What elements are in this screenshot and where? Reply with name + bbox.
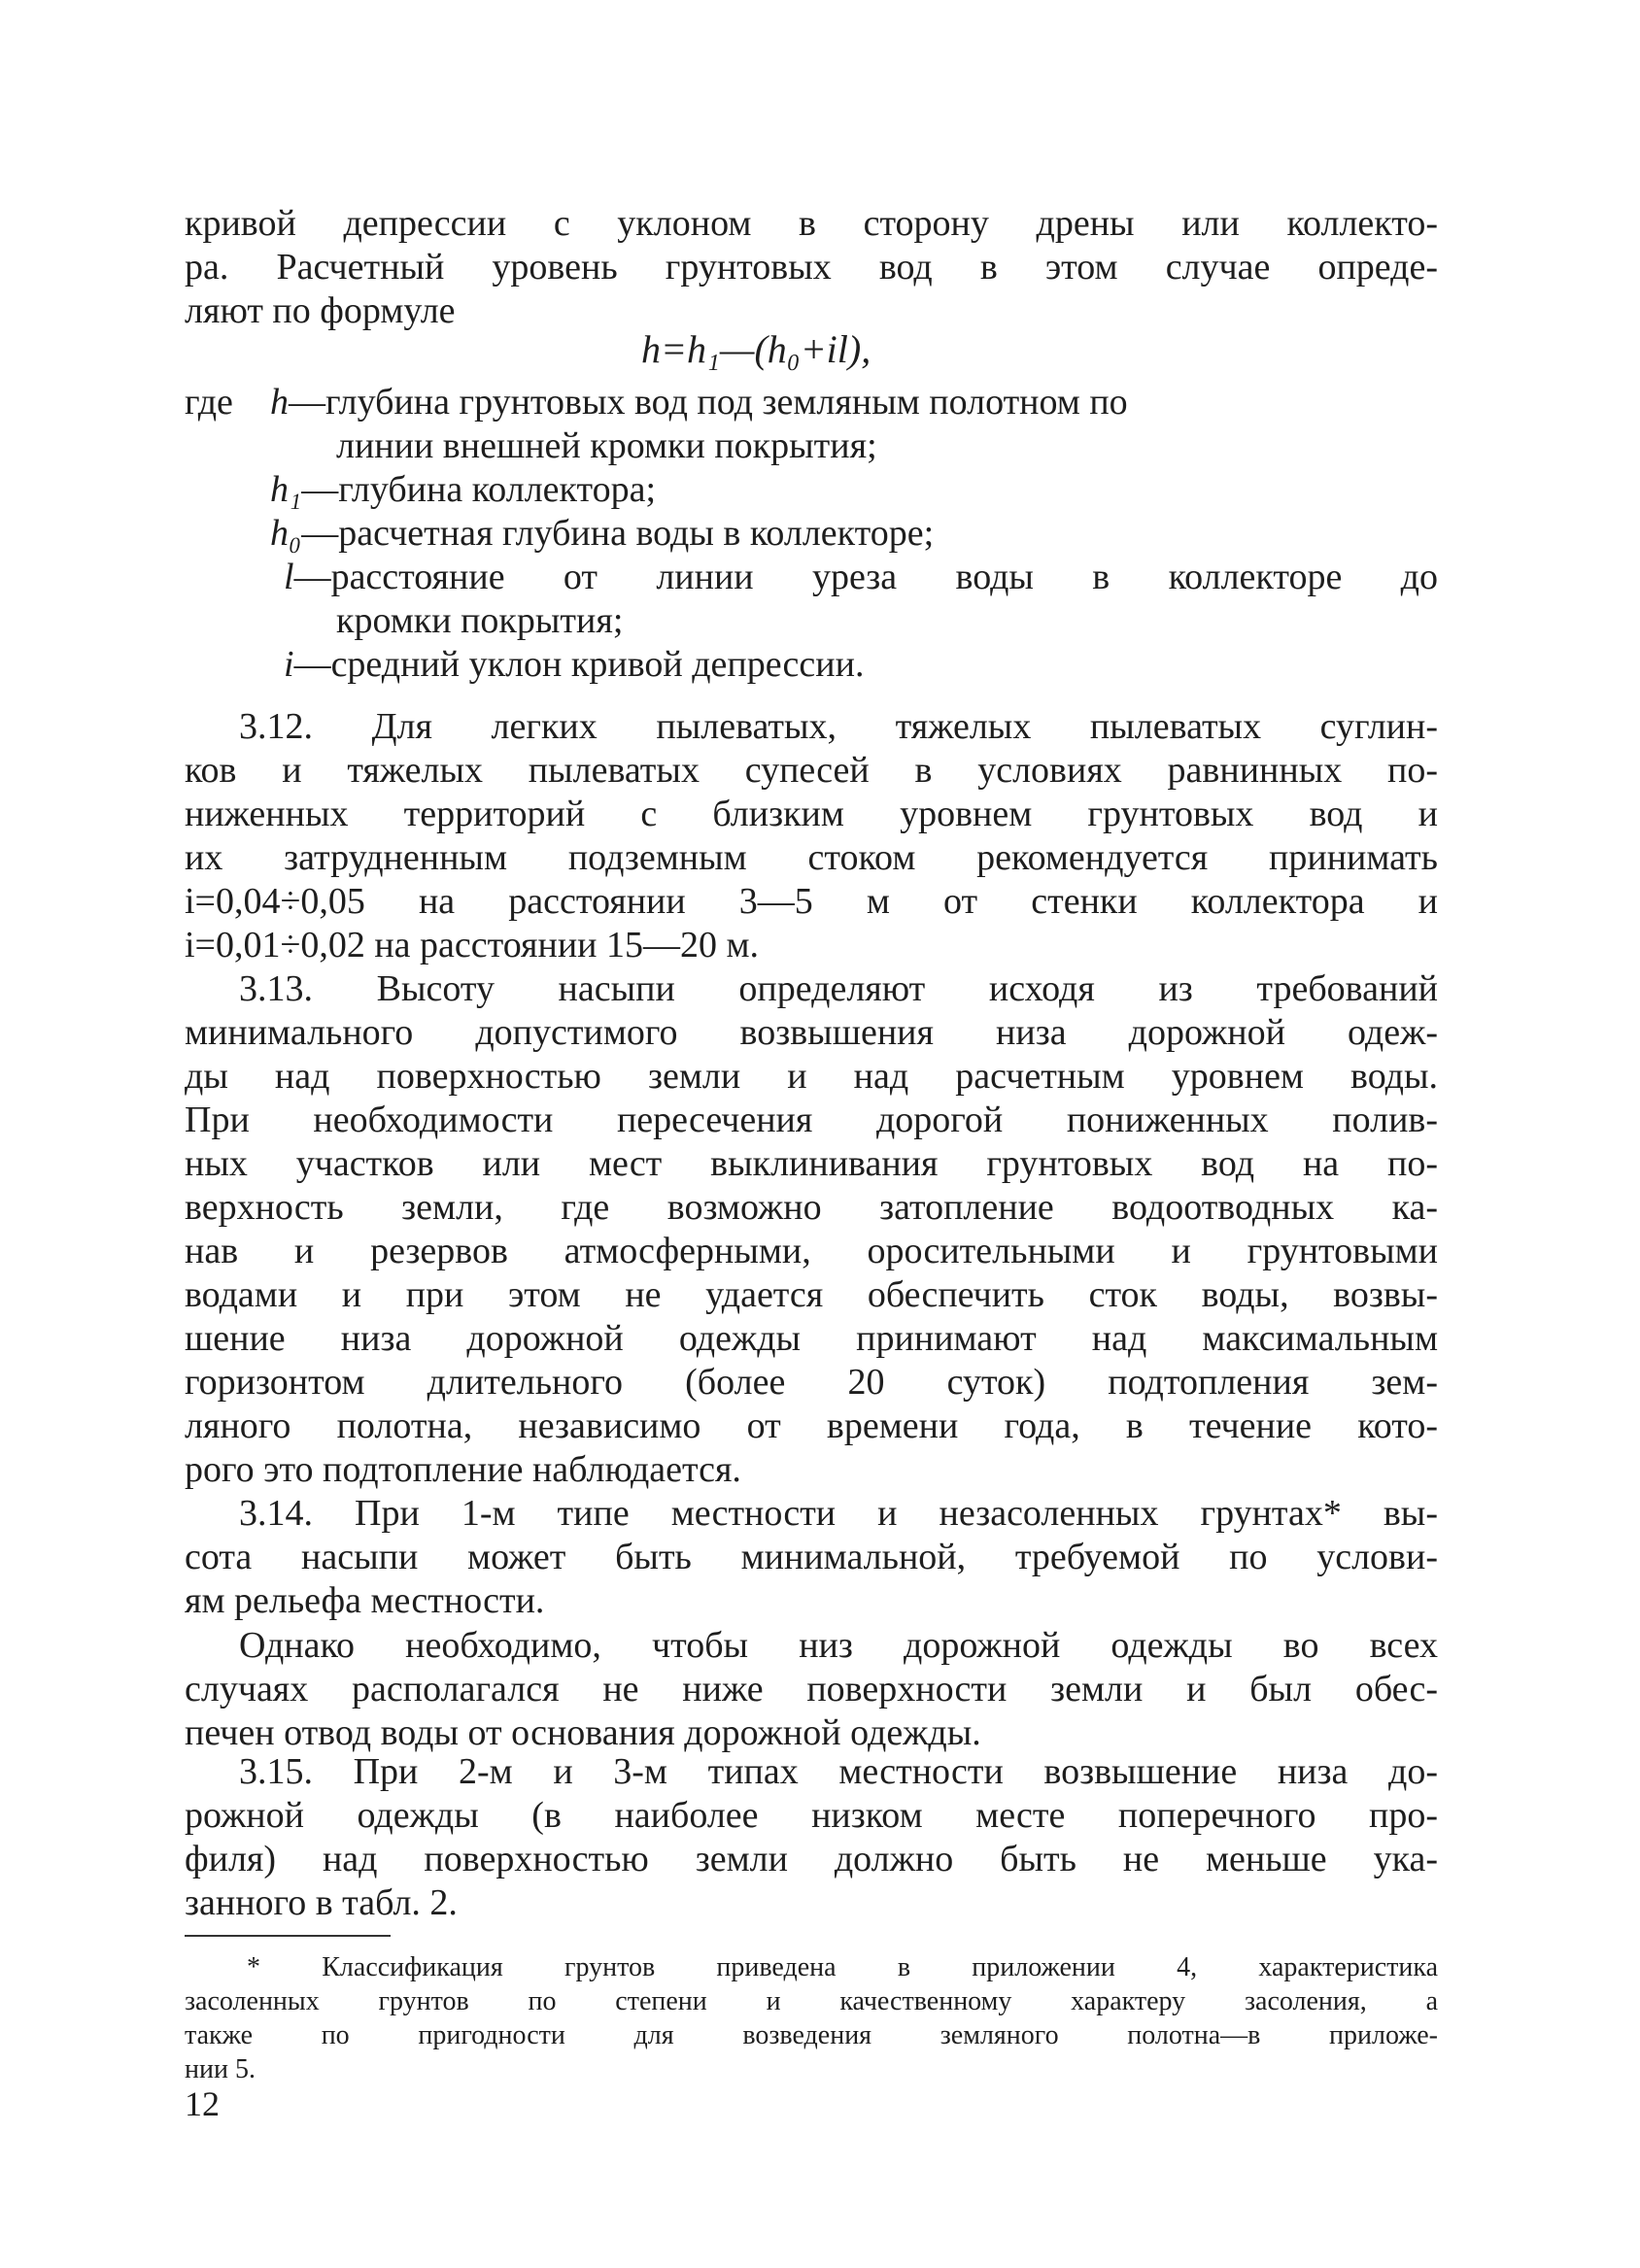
paragraph-3-14 xyxy=(185,1492,1438,1623)
intro-paragraph xyxy=(185,202,1438,333)
definition-continuation: кромки покрытия; xyxy=(336,600,624,641)
paragraph-3-13 xyxy=(185,967,1438,1492)
definition-continuation: линии внешней кромки покрытия; xyxy=(336,425,877,466)
symbol: l xyxy=(284,557,294,597)
footnote-divider xyxy=(185,1935,391,1937)
text-line: шение низа дорожной одежды принимают над максимальным xyxy=(185,1318,1438,1359)
footnote-line: также по пригодности для возведения земляного полотна—в приложе- xyxy=(185,2020,1438,2050)
text-line: минимального допустимого возвышения низа дорожной одеж- xyxy=(185,1012,1438,1053)
text-line: ных участков или мест выклинивания грунтовых вод на по- xyxy=(185,1143,1438,1184)
paragraph-3-12 xyxy=(185,705,1438,967)
definition-l xyxy=(284,556,1438,599)
text-line: верхность земли, где возможно затопление водоотводных ка- xyxy=(185,1187,1438,1228)
footnote xyxy=(185,1950,1438,2086)
text-line: случаях располагался не ниже поверхности земли и был обес- xyxy=(185,1669,1438,1709)
footnote-line: засоленных грунтов по степени и качественному характеру засоления, а xyxy=(185,1986,1438,2016)
text-line: филя) над поверхностью земли должно быть не меньше ука- xyxy=(185,1839,1438,1879)
definition-text: —расчетная глубина воды в коллекторе; xyxy=(301,513,935,554)
formula: h=h₁—(h₀+il), xyxy=(641,327,871,371)
definition-h xyxy=(270,381,1128,424)
text-line: водами и при этом не удается обеспечить сток воды, возвы- xyxy=(185,1274,1438,1315)
paragraph-3-15 xyxy=(185,1750,1438,1925)
text-line: i=0,04÷0,05 на расстоянии 3—5 м от стенки коллектора и xyxy=(185,881,1438,922)
text-line: ляют по формуле xyxy=(185,290,456,331)
symbol: h xyxy=(270,382,289,423)
definition-h1 xyxy=(270,468,656,512)
text-line: рожной одежды (в наиболее низком месте поперечного про- xyxy=(185,1795,1438,1836)
text-line: 3.13. Высоту насыпи определяют исходя из требований xyxy=(239,968,1438,1009)
symbol: i xyxy=(284,644,294,685)
text-line: кривой депрессии с уклоном в сторону дрены или коллекто- xyxy=(185,203,1438,244)
paragraph-3-14-continued xyxy=(185,1624,1438,1755)
text-line: ков и тяжелых пылеватых супесей в условиях равнинных по- xyxy=(185,750,1438,791)
footnote-line: нии 5. xyxy=(185,2054,256,2084)
text-line: их затрудненным подземным стоком рекомендуется принимать xyxy=(185,837,1438,878)
text-line: ляного полотна, независимо от времени года, в течение кото- xyxy=(185,1405,1438,1446)
footnote-line: * Классификация грунтов приведена в приложении 4, характеристика xyxy=(247,1952,1438,1982)
definition-text: —глубина коллектора; xyxy=(301,469,657,510)
text-line: При необходимости пересечения дорогой пониженных полив- xyxy=(185,1100,1438,1140)
definition-text xyxy=(284,556,1438,599)
text-line: Однако необходимо, чтобы низ дорожной одежды во всех xyxy=(239,1625,1438,1666)
text-line: сота насыпи может быть минимальной, требуемой по услови- xyxy=(185,1537,1438,1577)
text-line: рого это подтопление наблюдается. xyxy=(185,1449,741,1490)
text-line: i=0,01÷0,02 на расстоянии 15—20 м. xyxy=(185,925,760,965)
definition-text: —средний уклон кривой депрессии. xyxy=(293,644,865,685)
page-number: 12 xyxy=(185,2084,220,2123)
text-line: ниженных территорий с близким уровнем грунтовых вод и xyxy=(185,794,1438,834)
symbol: h₀ xyxy=(270,513,302,554)
text-line: ра. Расчетный уровень грунтовых вод в этом случае опреде- xyxy=(185,247,1438,288)
where-label: где xyxy=(185,382,233,423)
definition-body: —расстояние от линии уреза воды в коллекторе до xyxy=(293,557,1438,597)
text-line: ды над поверхностью земли и над расчетным уровнем воды. xyxy=(185,1056,1438,1097)
symbol: h₁ xyxy=(270,469,302,510)
text-line: печен отвод воды от основания дорожной одежды. xyxy=(185,1712,981,1753)
text-line: нав и резервов атмосферными, оросительными и грунтовыми xyxy=(185,1231,1438,1271)
text-line: 3.15. При 2-м и 3-м типах местности возвышение низа до- xyxy=(239,1751,1438,1792)
text-line: 3.14. При 1-м типе местности и незасоленных грунтах* вы- xyxy=(239,1493,1438,1534)
definition-text: —глубина грунтовых вод под земляным полотном по xyxy=(289,382,1128,423)
text-line: ям рельефа местности. xyxy=(185,1580,545,1621)
definition-i xyxy=(284,643,864,687)
text-line: 3.12. Для легких пылеватых, тяжелых пылеватых суглин- xyxy=(239,706,1438,747)
text-line: горизонтом длительного (более 20 суток) подтопления зем- xyxy=(185,1362,1438,1403)
definition-h0 xyxy=(270,512,934,556)
text-line: занного в табл. 2. xyxy=(185,1882,458,1923)
